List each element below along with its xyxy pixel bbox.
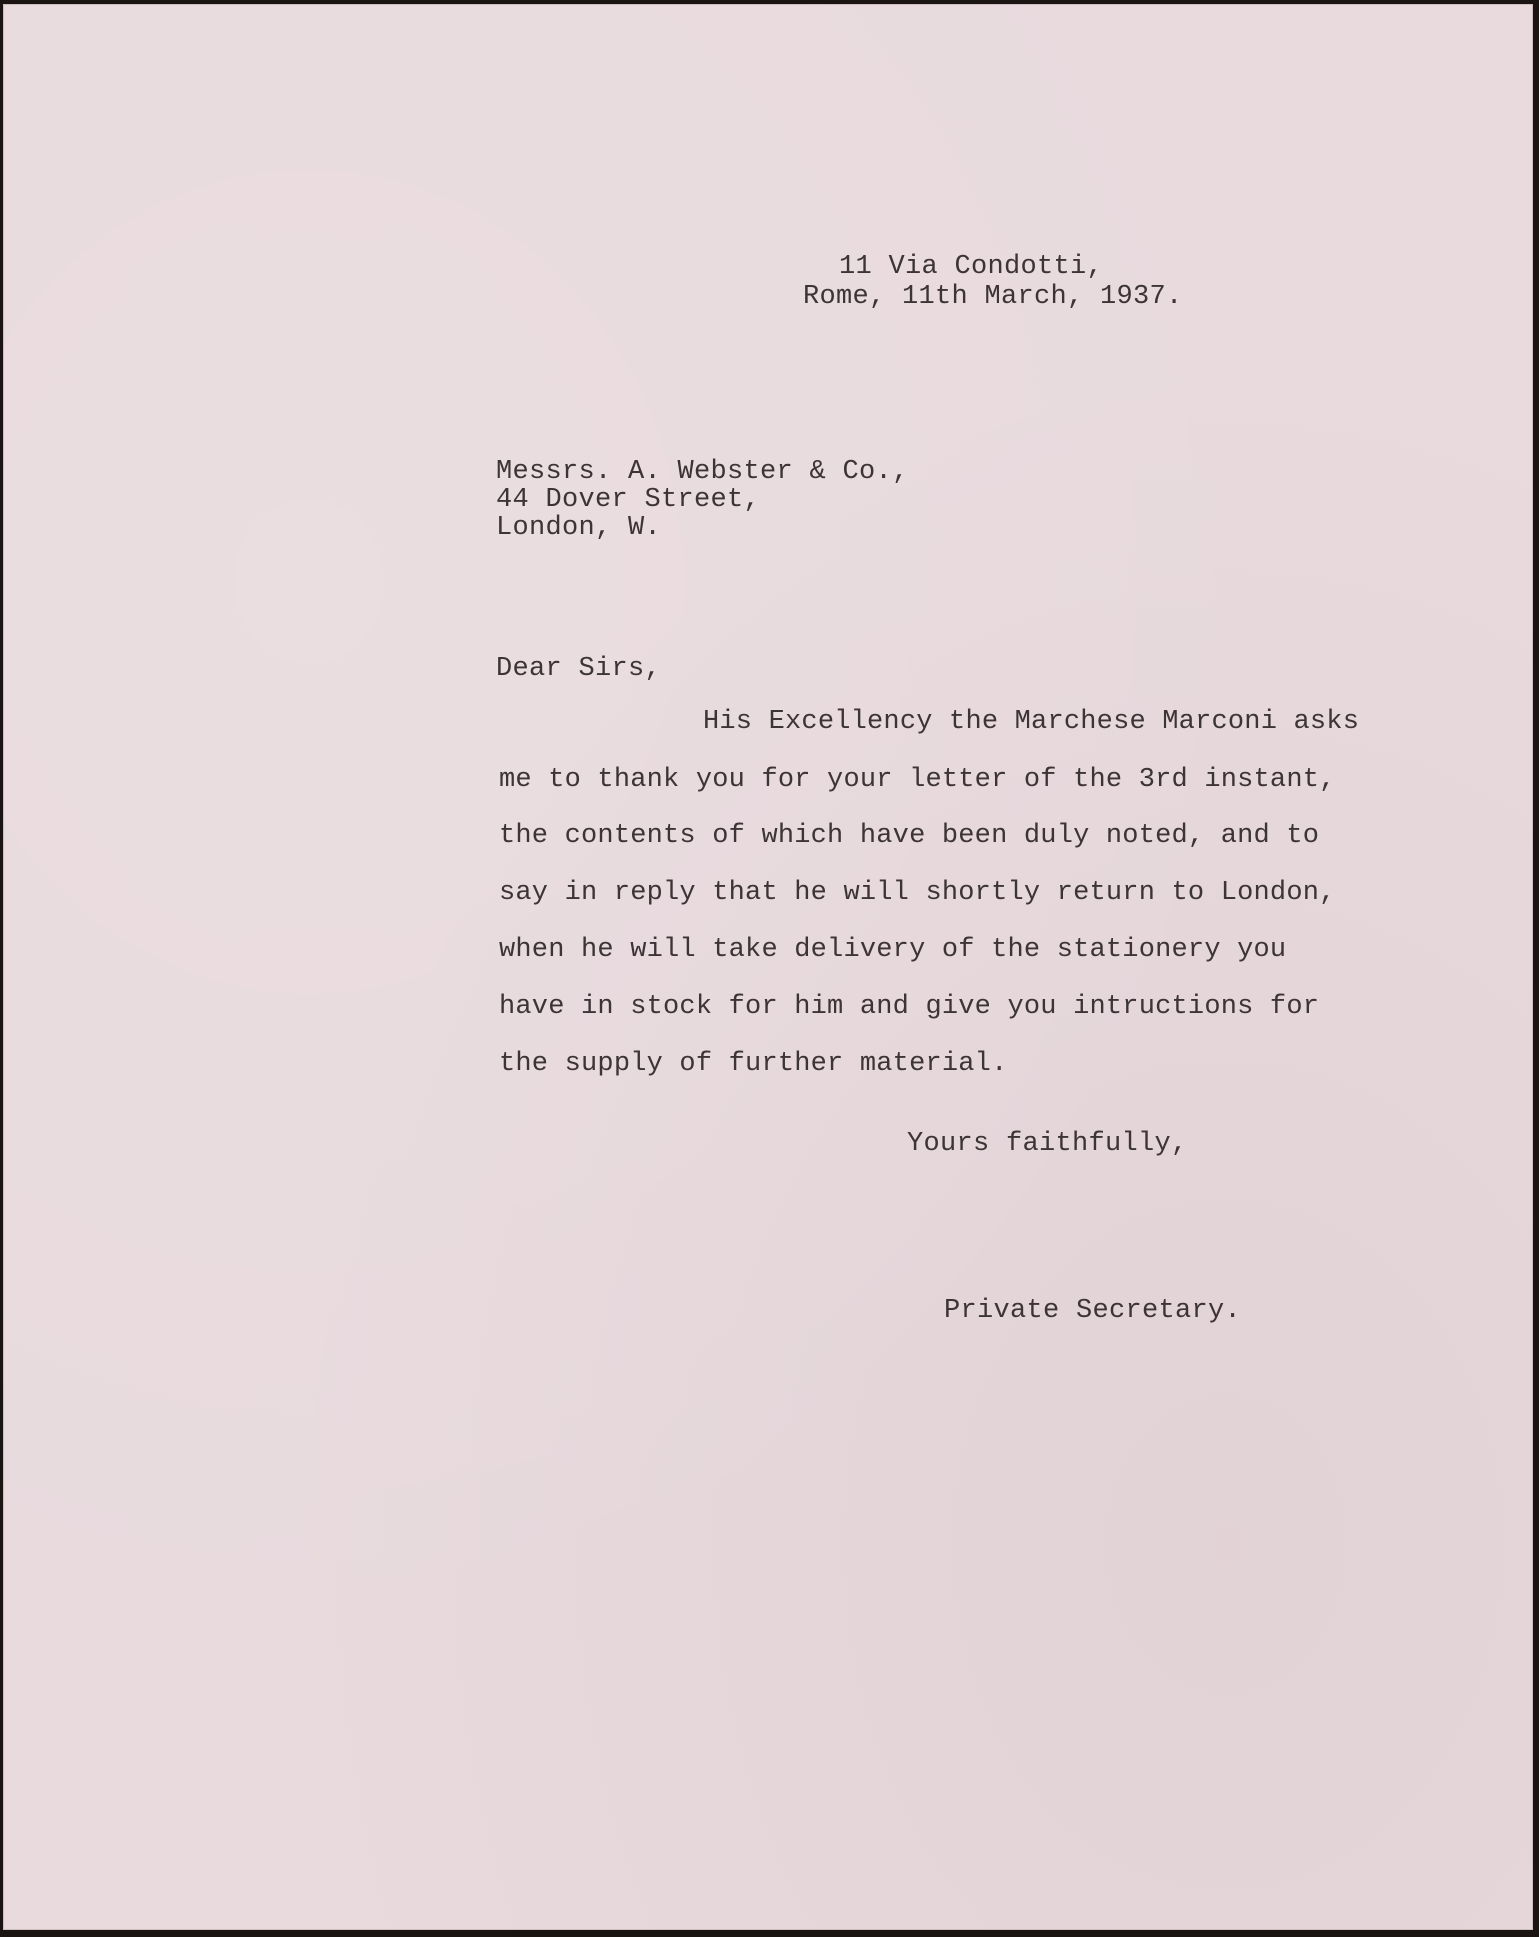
body-line: me to thank you for your letter of the 3rd instant, [499,765,1336,795]
sender-address-line: 11 Via Condotti, [839,252,1104,282]
body-line: have in stock for him and give you intructions for [499,992,1320,1022]
closing: Yours faithfully, [907,1129,1188,1159]
salutation: Dear Sirs, [496,654,662,684]
body-line: His Excellency the Marchese Marconi asks [703,707,1360,737]
body-line: the supply of further material. [499,1049,1008,1079]
body-line: say in reply that he will shortly return to London, [499,878,1336,908]
body-line: when he will take delivery of the stationery you [499,935,1287,965]
date-line: Rome, 11th March, 1937. [803,282,1183,312]
recipient-city: London, W. [496,513,662,543]
letter-page [3,4,1533,1930]
body-line: the contents of which have been duly noted, and to [499,821,1320,851]
recipient-name: Messrs. A. Webster & Co., [496,457,909,487]
signature-title: Private Secretary. [944,1296,1242,1326]
recipient-street: 44 Dover Street, [496,485,761,515]
